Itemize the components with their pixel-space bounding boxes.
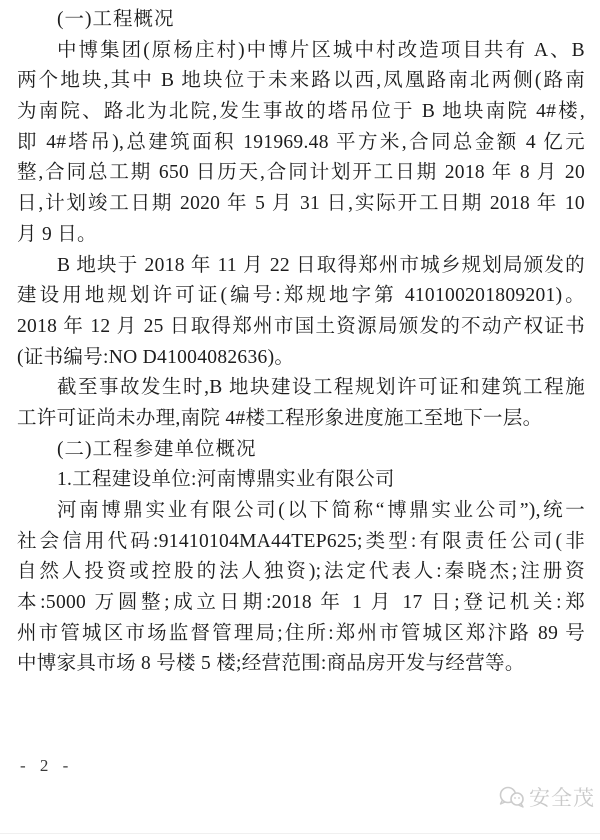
text-line: 为南院、路北为北院,发生事故的塔吊位于 B 地块南院 4#楼,: [17, 101, 585, 123]
text-line: 中博集团(原杨庄村)中博片区城中村改造项目共有 A、B: [56, 39, 585, 61]
text-line: B 地块于 2018 年 11 月 22 日取得郑州市城乡规划局颁发的: [56, 254, 585, 276]
text-line: 社会信用代码:91410104MA44TEP625;类型:有限责任公司(非: [17, 530, 585, 552]
text-line: 本:5000 万圆整;成立日期:2018 年 1 月 17 日;登记机关:郑: [17, 592, 585, 614]
section-heading-2: (二)工程参建单位概况: [56, 438, 257, 460]
watermark-label: 安全茂: [529, 786, 595, 810]
text-line: 两个地块,其中 B 地块位于未来路以西,凤凰路南北两侧(路南: [17, 70, 585, 92]
text-line: 自然人投资或控股的法人独资);法定代表人:秦晓杰;注册资: [17, 561, 585, 583]
text-line: 州市管城区市场监督管理局;住所:郑州市管城区郑汴路 89 号: [17, 622, 585, 644]
page-bottom-divider: [0, 833, 600, 834]
text-line: 截至事故发生时,B 地块建设工程规划许可证和建筑工程施: [56, 377, 585, 399]
text-line: 建设用地规划许可证(编号:郑规地字第 410100201809201)。: [17, 285, 585, 307]
watermark: [498, 782, 595, 812]
text-line: 即 4#塔吊),总建筑面积 191969.48 平方米,合同总金额 4 亿元: [17, 131, 585, 153]
text-line: 日,计划竣工日期 2020 年 5 月 31 日,实际开工日期 2018 年 10: [17, 193, 585, 215]
text-line: 中博家具市场 8 号楼 5 楼;经营范围:商品房开发与经营等。: [17, 653, 525, 675]
chat-bubbles-icon: [498, 785, 526, 809]
text-line: 工许可证尚未办理,南院 4#楼工程形象进度施工至地下一层。: [17, 407, 543, 429]
page-number: - 2 -: [20, 756, 74, 775]
text-line: 整,合同总工期 650 日历天,合同计划开工日期 2018 年 8 月 20: [17, 162, 585, 184]
text-line: 1.工程建设单位:河南博鼎实业有限公司: [56, 469, 395, 491]
text-line: 2018 年 12 月 25 日取得郑州市国土资源局颁发的不动产权证书: [17, 315, 585, 337]
text-line: 河南博鼎实业有限公司(以下简称“博鼎实业公司”),统一: [56, 500, 585, 521]
text-line: (证书编号:NO D41004082636)。: [17, 346, 295, 368]
section-heading-1: (一)工程概况: [56, 9, 175, 30]
document-content: [17, 5, 585, 680]
text-line: 月 9 日。: [17, 223, 97, 245]
